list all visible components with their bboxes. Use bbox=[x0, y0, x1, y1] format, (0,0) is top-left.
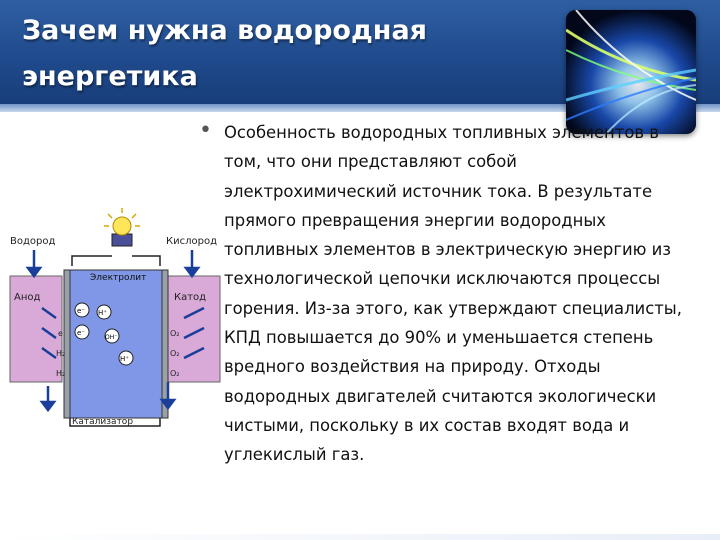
light-streaks-image bbox=[566, 10, 696, 134]
ion-proton-1: H⁺ bbox=[98, 309, 107, 317]
ion-electron-2: e⁻ bbox=[77, 329, 86, 337]
bullet-dot-icon: • bbox=[199, 118, 212, 143]
electrolyte-chamber bbox=[68, 270, 164, 418]
oxygen-label: Кислород bbox=[166, 236, 217, 247]
slide-title: Зачем нужна водородная энергетика bbox=[22, 15, 427, 92]
fuel-cell-diagram bbox=[8, 206, 226, 434]
cathode-label: Катод bbox=[174, 292, 207, 303]
ion-proton-2: H⁺ bbox=[120, 355, 129, 363]
bullet-text: Особенность водородных топливных элементов в том, что они представляют собой электрохимический источник тока. В результате прямого превращения энергии водородных топливных элементов в электрическую энергию из технологической цепочки исключаются процессы горения. Из-за этого, как утверждают специалисты, КПД повышается до 90% и уменьшается степень вредного воздействия на природу. Отходы водородных двигателей считаются экологически чистыми, поскольку в их состав входят вода и углекислый газ. bbox=[224, 123, 682, 465]
light-streaks-graphic bbox=[566, 10, 696, 134]
footer-line bbox=[0, 534, 720, 540]
electrolyte-label: Электролит bbox=[90, 273, 147, 283]
right-sub-1: O₂ bbox=[170, 329, 180, 338]
ion-hydroxide-1: OH⁻ bbox=[105, 334, 118, 341]
hydrogen-label: Водород bbox=[10, 236, 56, 247]
ion-electron-1: e⁻ bbox=[77, 307, 86, 315]
anode-label: Анод bbox=[14, 292, 41, 303]
right-sub-2: O₂ bbox=[170, 349, 180, 358]
left-sub-1: e bbox=[58, 329, 63, 338]
right-sub-3: O₂ bbox=[170, 369, 180, 378]
left-sub-2: H₂ bbox=[56, 349, 66, 358]
anode-electrode bbox=[64, 270, 70, 418]
left-sub-3: H₂ bbox=[56, 369, 66, 378]
catalyst-label: Катализатор bbox=[72, 417, 134, 427]
